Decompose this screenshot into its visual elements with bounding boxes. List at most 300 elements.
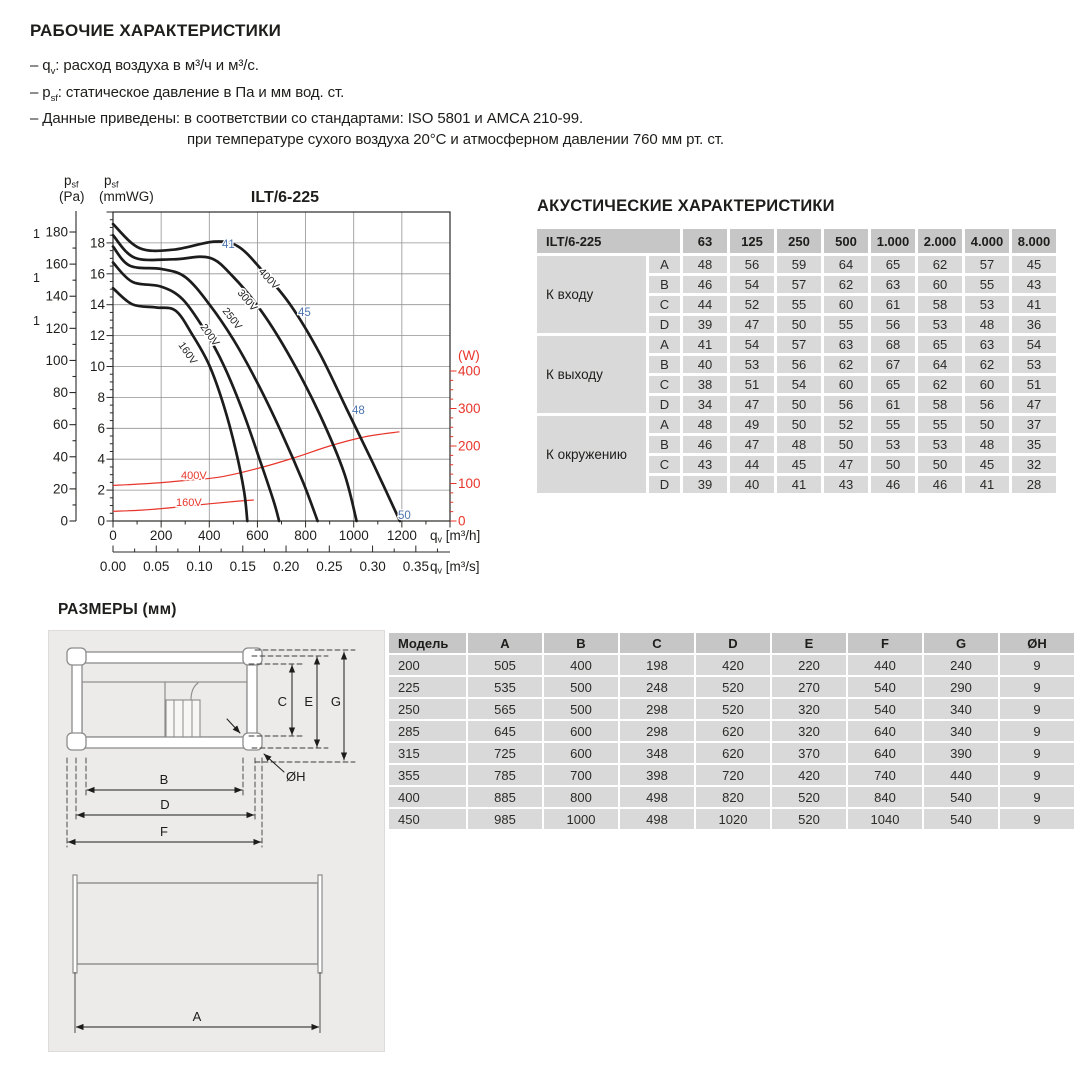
acoustic-value-cell: 56 — [824, 396, 868, 413]
bullet-text: – p — [30, 83, 51, 101]
svg-text:300: 300 — [458, 401, 481, 416]
dim-value-cell: 248 — [620, 677, 694, 697]
dim-header-cell: B — [544, 633, 618, 653]
acoustic-value-cell: 68 — [871, 336, 915, 353]
dim-value-cell: 9 — [1000, 677, 1074, 697]
acoustic-value-cell: 53 — [918, 316, 962, 333]
power-curve-160V — [113, 500, 254, 511]
dim-header-cell: C — [620, 633, 694, 653]
svg-text:60: 60 — [52, 417, 68, 433]
svg-text:8: 8 — [97, 389, 105, 405]
svg-text:80: 80 — [52, 385, 68, 401]
acoustic-value-cell: 48 — [965, 436, 1009, 453]
acoustic-letter-cell: B — [649, 276, 680, 293]
svg-text:0.25: 0.25 — [316, 559, 343, 574]
acoustic-value-cell: 45 — [965, 456, 1009, 473]
acoustic-value-cell: 54 — [1012, 336, 1056, 353]
acoustic-value-cell: 50 — [918, 456, 962, 473]
power-curves — [113, 432, 399, 512]
svg-text:18: 18 — [89, 235, 105, 251]
dim-label-c: C — [277, 694, 287, 709]
x-axis-unit-m3s: qv [m³/s] — [430, 559, 480, 576]
drawing-panel — [48, 630, 385, 1052]
svg-text:1000: 1000 — [338, 528, 369, 543]
dimensions-row — [389, 721, 1074, 741]
acoustic-value-cell: 54 — [730, 276, 774, 293]
acoustic-value-cell: 41 — [683, 336, 727, 353]
dimensions-title: РАЗМЕРЫ (мм) — [58, 601, 177, 618]
dim-value-cell: 740 — [848, 765, 922, 785]
plot-border — [113, 212, 450, 521]
acoustic-value-cell: 54 — [730, 336, 774, 353]
svg-text:0: 0 — [458, 513, 466, 529]
acoustic-value-cell: 48 — [683, 256, 727, 273]
acoustic-letter-cell: A — [649, 256, 680, 273]
dim-value-cell: 270 — [772, 677, 846, 697]
acoustic-freq-cell: 63 — [683, 229, 727, 253]
mmwg-tick-labels — [90, 235, 106, 528]
spec-bullet-conditions — [30, 130, 890, 151]
acoustic-row — [649, 256, 1056, 273]
acoustic-row — [649, 456, 1056, 473]
acoustic-value-cell: 48 — [683, 416, 727, 433]
svg-text:0.00: 0.00 — [99, 559, 127, 574]
pa-axis-title: psf — [64, 173, 79, 190]
acoustic-letter-cell: B — [649, 436, 680, 453]
dim-value-cell: 535 — [468, 677, 542, 697]
dim-value-cell: 700 — [544, 765, 618, 785]
acoustic-row — [649, 476, 1056, 493]
dimensions-header-row — [389, 633, 1074, 653]
acoustic-value-cell: 60 — [824, 296, 868, 313]
dim-value-cell: 340 — [924, 721, 998, 741]
acoustic-value-cell: 57 — [777, 336, 821, 353]
acoustic-value-cell: 54 — [777, 376, 821, 393]
acoustic-value-cell: 50 — [777, 316, 821, 333]
stray-mark: 1 — [33, 227, 40, 241]
bullet-text: при температуре сухого воздуха 20°C и атмосферном давлении 760 мм рт. ст. — [187, 130, 724, 148]
acoustic-value-cell: 44 — [683, 296, 727, 313]
acoustic-value-cell: 65 — [918, 336, 962, 353]
acoustic-value-cell: 67 — [871, 356, 915, 373]
acoustic-group — [537, 256, 1056, 333]
svg-text:200: 200 — [149, 528, 173, 543]
dim-model-cell: 315 — [389, 743, 466, 763]
acoustic-freq-cell: 250 — [777, 229, 821, 253]
dimensions-row — [389, 677, 1074, 697]
svg-text:0.30: 0.30 — [359, 559, 386, 574]
dim-value-cell: 498 — [620, 787, 694, 807]
acoustic-value-cell: 64 — [918, 356, 962, 373]
dim-value-cell: 9 — [1000, 655, 1074, 675]
svg-text:180: 180 — [45, 224, 68, 240]
acoustic-value-cell: 61 — [871, 396, 915, 413]
acoustic-value-cell: 38 — [683, 376, 727, 393]
acoustic-title: АКУСТИЧЕСКИЕ ХАРАКТЕРИСТИКИ — [537, 197, 835, 215]
acoustic-value-cell: 65 — [871, 256, 915, 273]
dba-label: 45 — [298, 307, 311, 319]
dim-value-cell: 1000 — [544, 809, 618, 829]
chart-grid — [113, 212, 450, 521]
svg-text:40: 40 — [52, 449, 68, 465]
dim-value-cell: 540 — [924, 809, 998, 829]
dim-value-cell: 390 — [924, 743, 998, 763]
svg-text:0: 0 — [60, 513, 68, 529]
svg-text:14: 14 — [89, 297, 105, 313]
dba-label: 50 — [398, 510, 411, 522]
svg-text:0.20: 0.20 — [272, 559, 300, 574]
acoustic-value-cell: 58 — [918, 396, 962, 413]
acoustic-value-cell: 44 — [730, 456, 774, 473]
fan-curves — [113, 224, 400, 521]
acoustic-value-cell: 50 — [777, 416, 821, 433]
power-curve-label: 400V — [181, 470, 207, 482]
dimensions-row — [389, 787, 1074, 807]
acoustic-value-cell: 40 — [730, 476, 774, 493]
acoustic-value-cell: 62 — [965, 356, 1009, 373]
acoustic-freq-cell: 8.000 — [1012, 229, 1056, 253]
dim-label-a: A — [192, 1009, 202, 1024]
acoustic-value-cell: 41 — [777, 476, 821, 493]
acoustic-group-rows — [649, 256, 1056, 333]
dim-value-cell: 640 — [848, 721, 922, 741]
acoustic-group-rows — [649, 416, 1056, 493]
acoustic-freq-cell: 1.000 — [871, 229, 915, 253]
fan-curve-label: 400V — [255, 265, 282, 292]
acoustic-value-cell: 46 — [918, 476, 962, 493]
acoustic-value-cell: 39 — [683, 476, 727, 493]
acoustic-value-cell: 43 — [1012, 276, 1056, 293]
acoustic-value-cell: 40 — [683, 356, 727, 373]
dim-header-cell: F — [848, 633, 922, 653]
acoustic-freq-cell: 4.000 — [965, 229, 1009, 253]
acoustic-value-cell: 55 — [871, 416, 915, 433]
fan-curve-200V — [113, 263, 279, 522]
dim-value-cell: 9 — [1000, 743, 1074, 763]
svg-text:0.35: 0.35 — [402, 559, 430, 574]
pa-tick-labels — [45, 225, 68, 529]
acoustic-value-cell: 49 — [730, 416, 774, 433]
svg-text:140: 140 — [45, 288, 68, 304]
acoustic-letter-cell: A — [649, 336, 680, 353]
dim-value-cell: 290 — [924, 677, 998, 697]
acoustic-value-cell: 57 — [965, 256, 1009, 273]
acoustic-value-cell: 53 — [965, 296, 1009, 313]
acoustic-value-cell: 47 — [730, 316, 774, 333]
svg-text:120: 120 — [45, 320, 68, 336]
svg-text:0.05: 0.05 — [143, 559, 170, 574]
dim-value-cell: 320 — [772, 699, 846, 719]
svg-text:600: 600 — [246, 528, 269, 543]
dim-header-cell: A — [468, 633, 542, 653]
dim-value-cell: 198 — [620, 655, 694, 675]
dimensions-row — [389, 655, 1074, 675]
dim-model-cell: 450 — [389, 809, 466, 829]
dim-label-e: E — [304, 694, 313, 709]
dim-header-cell: ØH — [1000, 633, 1074, 653]
svg-text:200: 200 — [458, 438, 481, 454]
acoustic-value-cell: 62 — [918, 256, 962, 273]
dim-header-cell: G — [924, 633, 998, 653]
dim-value-cell: 645 — [468, 721, 542, 741]
svg-text:(Pa): (Pa) — [59, 189, 85, 204]
dim-value-cell: 785 — [468, 765, 542, 785]
dimensions-row — [389, 809, 1074, 829]
fan-curve-label: 160V — [175, 339, 200, 367]
acoustic-freq-cell: 500 — [824, 229, 868, 253]
acoustic-value-cell: 39 — [683, 316, 727, 333]
dim-value-cell: 348 — [620, 743, 694, 763]
acoustic-value-cell: 46 — [683, 436, 727, 453]
x-tick-labels — [109, 528, 417, 543]
fan-curve-label: 300V — [234, 287, 260, 314]
dim-value-cell: 400 — [544, 655, 618, 675]
acoustic-value-cell: 58 — [918, 296, 962, 313]
acoustic-value-cell: 60 — [965, 376, 1009, 393]
svg-text:400: 400 — [458, 363, 481, 379]
acoustic-value-cell: 47 — [730, 436, 774, 453]
svg-text:100: 100 — [458, 476, 481, 491]
dimensions-row — [389, 743, 1074, 763]
acoustic-value-cell: 57 — [777, 276, 821, 293]
bullet-text: : расход воздуха в м³/ч и м³/с. — [55, 57, 259, 74]
dim-value-cell: 298 — [620, 721, 694, 741]
watt-axis — [450, 371, 457, 521]
dim-value-cell: 620 — [696, 743, 770, 763]
dim-model-cell: 355 — [389, 765, 466, 785]
dba-label: 41 — [222, 239, 235, 251]
acoustic-value-cell: 32 — [1012, 456, 1056, 473]
svg-text:12: 12 — [89, 328, 105, 344]
acoustic-value-cell: 47 — [1012, 396, 1056, 413]
svg-text:160: 160 — [45, 256, 68, 272]
svg-text:20: 20 — [52, 481, 68, 497]
bullet-text: : статическое давление в Па и мм вод. ст. — [57, 83, 345, 101]
svg-text:2: 2 — [97, 482, 105, 498]
fan-curve-160V — [113, 288, 247, 521]
acoustic-row — [649, 416, 1056, 433]
stray-mark: 1 — [33, 271, 40, 285]
acoustic-value-cell: 45 — [777, 456, 821, 473]
acoustic-value-cell: 53 — [918, 436, 962, 453]
spec-bullet-qv — [30, 56, 890, 83]
dim-value-cell: 440 — [848, 655, 922, 675]
acoustic-value-cell: 60 — [824, 376, 868, 393]
dim-value-cell: 840 — [848, 787, 922, 807]
acoustic-letter-cell: D — [649, 396, 680, 413]
acoustic-row — [649, 396, 1056, 413]
acoustic-row — [649, 336, 1056, 353]
acoustic-value-cell: 50 — [777, 396, 821, 413]
acoustic-value-cell: 55 — [918, 416, 962, 433]
dim-value-cell: 800 — [544, 787, 618, 807]
acoustic-value-cell: 52 — [824, 416, 868, 433]
dim-header-cell: E — [772, 633, 846, 653]
acoustic-value-cell: 36 — [1012, 316, 1056, 333]
dim-model-cell: 250 — [389, 699, 466, 719]
power-curve-label: 160V — [176, 497, 202, 509]
dim-value-cell: 520 — [696, 699, 770, 719]
dim-header-cell: D — [696, 633, 770, 653]
dim-value-cell: 420 — [772, 765, 846, 785]
dim-value-cell: 720 — [696, 765, 770, 785]
svg-text:0: 0 — [97, 513, 105, 529]
dim-value-cell: 540 — [924, 787, 998, 807]
acoustic-model-cell: ILT/6-225 — [537, 229, 680, 253]
acoustic-value-cell: 45 — [1012, 256, 1056, 273]
dim-header-cell: Модель — [389, 633, 466, 653]
svg-text:1200: 1200 — [386, 528, 417, 543]
x-axis-unit-m3h: qv [m³/h] — [430, 528, 481, 545]
dim-value-cell: 520 — [772, 809, 846, 829]
dim-model-cell: 200 — [389, 655, 466, 675]
acoustic-letter-cell: C — [649, 376, 680, 393]
dim-value-cell: 500 — [544, 677, 618, 697]
stray-mark: 1 — [33, 314, 40, 328]
acoustic-value-cell: 50 — [965, 416, 1009, 433]
dim-model-cell: 400 — [389, 787, 466, 807]
dim-value-cell: 320 — [772, 721, 846, 741]
acoustic-value-cell: 53 — [1012, 356, 1056, 373]
dim-value-cell: 540 — [848, 677, 922, 697]
acoustic-letter-cell: A — [649, 416, 680, 433]
acoustic-value-cell: 63 — [824, 336, 868, 353]
pa-axis — [70, 211, 77, 521]
acoustic-value-cell: 64 — [824, 256, 868, 273]
dim-value-cell: 9 — [1000, 809, 1074, 829]
acoustic-freq-cell: 2.000 — [918, 229, 962, 253]
dim-label-h: ØH — [286, 769, 306, 784]
acoustic-value-cell: 56 — [871, 316, 915, 333]
mmwg-axis-title: psf — [104, 173, 119, 190]
spec-bullet-list — [30, 56, 890, 150]
acoustic-value-cell: 50 — [824, 436, 868, 453]
acoustic-value-cell: 56 — [777, 356, 821, 373]
acoustic-value-cell: 41 — [1012, 296, 1056, 313]
acoustic-letter-cell: B — [649, 356, 680, 373]
dim-model-cell: 285 — [389, 721, 466, 741]
dba-label: 48 — [352, 405, 365, 417]
dim-value-cell: 498 — [620, 809, 694, 829]
dim-value-cell: 500 — [544, 699, 618, 719]
acoustic-value-cell: 51 — [730, 376, 774, 393]
fan-curve-400V — [113, 224, 400, 521]
dim-label-f: F — [160, 824, 168, 839]
acoustic-group-label: К окружению — [537, 416, 646, 493]
acoustic-row — [649, 296, 1056, 313]
dim-value-cell: 620 — [696, 721, 770, 741]
dim-value-cell: 540 — [848, 699, 922, 719]
bullet-text: – q — [30, 57, 51, 74]
acoustic-value-cell: 55 — [777, 296, 821, 313]
acoustic-value-cell: 53 — [871, 436, 915, 453]
fan-curve-300V — [113, 235, 357, 521]
acoustic-letter-cell: D — [649, 316, 680, 333]
acoustic-value-cell: 55 — [965, 276, 1009, 293]
dim-value-cell: 1040 — [848, 809, 922, 829]
dim-value-cell: 600 — [544, 721, 618, 741]
acoustic-value-cell: 46 — [871, 476, 915, 493]
acoustic-row — [649, 276, 1056, 293]
dim-value-cell: 9 — [1000, 787, 1074, 807]
dim-value-cell: 600 — [544, 743, 618, 763]
svg-text:800: 800 — [294, 528, 317, 543]
acoustic-value-cell: 37 — [1012, 416, 1056, 433]
acoustic-freq-cell: 125 — [730, 229, 774, 253]
svg-text:(mmWG): (mmWG) — [99, 189, 154, 204]
bullet-sub: sf — [50, 92, 58, 104]
dim-value-cell: 520 — [772, 787, 846, 807]
dim-value-cell: 370 — [772, 743, 846, 763]
spec-bullet-standards — [30, 109, 890, 130]
dim-value-cell: 1020 — [696, 809, 770, 829]
acoustic-value-cell: 62 — [918, 376, 962, 393]
dim-value-cell: 398 — [620, 765, 694, 785]
bullet-text: – Данные приведены: в соответствии со стандартами: ISO 5801 и AMCA 210-99. — [30, 110, 584, 127]
acoustic-value-cell: 43 — [824, 476, 868, 493]
acoustic-value-cell: 55 — [824, 316, 868, 333]
dim-value-cell: 220 — [772, 655, 846, 675]
fan-curve-label: 200V — [197, 321, 222, 349]
svg-text:400: 400 — [198, 528, 221, 543]
acoustic-value-cell: 47 — [730, 396, 774, 413]
acoustic-group-label: К входу — [537, 256, 646, 333]
dim-value-cell: 640 — [848, 743, 922, 763]
dimensions-row — [389, 765, 1074, 785]
fan-curve-label: 250V — [219, 305, 245, 333]
dim-value-cell: 298 — [620, 699, 694, 719]
dim-value-cell: 565 — [468, 699, 542, 719]
svg-text:6: 6 — [97, 420, 105, 436]
svg-text:0.10: 0.10 — [186, 559, 213, 574]
dimensions-row — [389, 699, 1074, 719]
svg-text:16: 16 — [89, 266, 105, 282]
acoustic-group — [537, 416, 1056, 493]
acoustic-value-cell: 62 — [824, 276, 868, 293]
acoustic-value-cell: 53 — [730, 356, 774, 373]
acoustic-header-row — [537, 229, 1056, 253]
mmwg-axis — [107, 212, 114, 521]
acoustic-table — [537, 229, 1056, 496]
svg-text:0: 0 — [109, 528, 117, 543]
svg-text:0.15: 0.15 — [229, 559, 256, 574]
dim-value-cell: 9 — [1000, 721, 1074, 741]
dim-value-cell: 420 — [696, 655, 770, 675]
acoustic-value-cell: 60 — [918, 276, 962, 293]
acoustic-value-cell: 63 — [871, 276, 915, 293]
acoustic-value-cell: 43 — [683, 456, 727, 473]
acoustic-letter-cell: D — [649, 476, 680, 493]
watt-tick-labels — [458, 364, 481, 529]
dim-value-cell: 520 — [696, 677, 770, 697]
dim-value-cell: 505 — [468, 655, 542, 675]
acoustic-value-cell: 52 — [730, 296, 774, 313]
acoustic-row — [649, 356, 1056, 373]
acoustic-value-cell: 46 — [683, 276, 727, 293]
chart-title: ILT/6-225 — [250, 189, 320, 206]
dimensions-table — [389, 631, 1074, 829]
acoustic-value-cell: 62 — [824, 356, 868, 373]
acoustic-group — [537, 336, 1056, 413]
acoustic-value-cell: 41 — [965, 476, 1009, 493]
acoustic-row — [649, 376, 1056, 393]
acoustic-group-label: К выходу — [537, 336, 646, 413]
acoustic-value-cell: 35 — [1012, 436, 1056, 453]
acoustic-value-cell: 65 — [871, 376, 915, 393]
power-curve-400V — [113, 432, 399, 486]
dim-value-cell: 725 — [468, 743, 542, 763]
x-axis-m3s — [113, 546, 450, 553]
